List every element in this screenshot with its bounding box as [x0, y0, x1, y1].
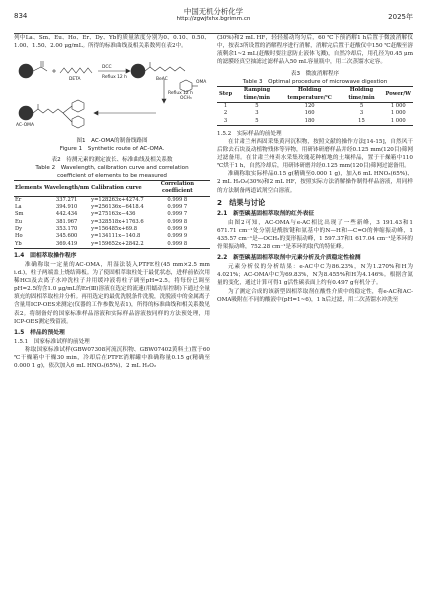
table-cell: 3: [255, 110, 259, 117]
left-column: [14, 34, 210, 370]
table-row: [14, 204, 210, 211]
beac-label: BeAC: [156, 77, 168, 83]
table-row: [14, 233, 210, 240]
section-1-5-2-body-1: 在甘肃兰州西固采集黄河沉积物，按照文献的操作方法[14-15]，自然风干后除去石块及动植物残体等异物，用研钵研磨样品并经0.125 mm(120目)筛网过滤备用。在甘肃兰州卖水采集玫瑰花种植地的土壤样品，置于干燥箱中110 ℃烘干1 h，自然冷却后，用研钵研磨并经0.125 mm(120目)筛网过滤备用。: [217, 138, 413, 170]
section-2-2-body-1: 元素分析仪的分析结果：e-AC中C为86.23%，N为1.270%和H为4.021%；AC-OMA中C为69.83%，N为8.455%和H为4.146%。根据含氮量的变化，通过计算可得1 g活性碳表面上约有0.497 g有机分子。: [217, 264, 413, 287]
issue-year: 2025年: [388, 13, 413, 21]
table-cell: 0.999 9: [167, 233, 188, 240]
table-3-title-en: Table 3 Optimal procedure of microwave digestion: [242, 79, 388, 86]
ac-oma-label: AC-OMA: [16, 123, 34, 129]
journal-url[interactable]: http://zgwjfxhx.bgrimm.cn: [176, 16, 251, 22]
figure-1: [14, 53, 210, 137]
table-cell: 15: [358, 117, 365, 124]
table-cell: 1 000: [390, 102, 406, 109]
table-cell: La: [15, 204, 22, 211]
synthesis-scheme: [14, 53, 210, 137]
table-cell: 1 000: [390, 110, 406, 117]
section-1-5-title: 1.5 样品的预处理: [14, 329, 65, 336]
section-2-2-body-2: 为了测定合成的该新型固相萃取剂在酸性介质中的稳定性，将e-AC和AC-OMA吸附在不同的酸液中(pH=1~6)，1 h后过滤，用二次蒸馏水冲洗至: [217, 288, 413, 303]
table-2-col-wavelength: Wavelength/nm: [44, 184, 90, 191]
table-cell: Er: [15, 196, 22, 203]
digestion-paragraph: (30%)和2 mL HF，轻轻摇动均匀后，60 ℃下预消解1 h后置于微波消解仪中，按表3所设置的消解程序进行消解，消解完后置于赶酸仪中150 ℃赶酸至溶液剩余1~2 mL(赶酸时要注意防止液体飞溅)，自然冷却后，用孔径为0.45 μm的滤膜经真空抽滤过滤样品入50 mL容量瓶中，用二次蒸馏水定容。: [217, 35, 413, 66]
table-2-col-elements: Elements: [15, 184, 43, 191]
table-2-title-cn: 表2 待测元素的测定波长、标准曲线及相关系数: [51, 157, 173, 164]
table-3: [217, 86, 413, 125]
table-3-col-temperature: Holding temperature/℃: [287, 87, 332, 101]
table-cell: 442.434: [55, 211, 78, 218]
dcc-label: DCC: [102, 65, 112, 71]
table-3-col-ramping: Ramping time/min: [243, 87, 271, 101]
reflux-label-2: Reflux 12 h: [168, 91, 193, 97]
section-1-5-2-title: 1.5.2 实际样品的前处理: [217, 130, 282, 137]
right-column: [217, 34, 413, 304]
table-cell: y=134111x−140.8: [91, 233, 141, 240]
table-3-col-power: Power/W: [385, 91, 411, 98]
table-cell: 160: [304, 110, 315, 117]
table-2-col-calibration: Calibration curve: [91, 184, 142, 191]
table-row: [217, 118, 413, 126]
table-row: [14, 196, 210, 204]
table-row: [14, 211, 210, 218]
table-3-col-holding-time: Holding time/min: [348, 87, 375, 101]
table-cell: y=156485x+69.8: [91, 225, 138, 232]
table-row: [14, 241, 210, 249]
table-cell: 0.999 9: [167, 225, 188, 232]
journal-title: 中国无机分析化学: [183, 7, 244, 16]
table-cell: Ho: [15, 233, 23, 240]
table-row: [14, 226, 210, 233]
reflux-label-1: Reflux 12 h: [102, 75, 127, 81]
table-3-col-step: Step: [219, 91, 233, 98]
table-cell: 353.170: [55, 225, 78, 232]
section-2-1-title: 2.1 新型碳基固相萃取剂的红外表征: [217, 210, 315, 217]
table-row: [217, 110, 413, 117]
och3-label: OCH₃: [180, 96, 192, 102]
table-cell: 1: [223, 102, 228, 109]
table-cell: 3: [223, 117, 228, 124]
table-cell: Sm: [15, 211, 24, 218]
table-cell: 0.999 8: [167, 196, 188, 203]
table-cell: 1 000: [390, 117, 406, 124]
table-cell: 5: [255, 102, 259, 109]
figure-1-caption-cn: 图1 AC-OMA的制备线路图: [76, 138, 148, 145]
beac-carbon-icon: [131, 64, 145, 78]
table-cell: 337.271: [55, 196, 78, 203]
section-1-5-1-title: 1.5.1 国家标准试样的前处理: [14, 338, 90, 345]
section-2-1-body: 由图2可知，AC-OMA与e-AC相比出现了一些新峰，3 191.43和1 671.71 cm⁻¹处分别是酰胺键和氨基中的N—H和—C=O的伸缩振动峰，1 435.57 cm⁻¹是—OCH₃的变形振动峰，1 597.37和1 617.04 cm⁻¹是苯环的骨架振动峰，752.28 cm⁻¹是苯环的取代的特征峰。: [217, 219, 413, 251]
section-1-4-title: 1.4 固相萃取操作程序: [14, 252, 77, 259]
deta-label: DETA: [69, 77, 81, 83]
table-row: [14, 219, 210, 226]
table-3-title-cn: 表3 微波消解程序: [290, 71, 340, 78]
section-1-4-body: 准确称取一定量的AC-OMA，用湿法装入PTFE柱(45 mm×2.5 mm i.d.)，柱子两端盖上烧结筛板。为了使固相萃取柱处于最优状态，进样前依次用稀HCl及去离子水冲洗柱子并用缓冲液将柱子调至pH=2.5。将每份已调至pH=2.5的含1.0 μg/mL的Er(Ⅲ)溶液在选定的流速(用蠕动泵控制)下通过全量填充的固相萃取柱并分析。再用选定的最优洗脱条件洗脱，洗脱液中的金属离子含量用ICP-OES来测定(仪器的工作参数见表1)，所得的标准曲线和相关系数见表2。将制备好的国家标准样品溶液和实际样品溶液按同样的方法预处理，用ICP-OES测定残留液。: [14, 261, 210, 325]
table-cell: Yb: [15, 240, 22, 247]
table-cell: 5: [255, 117, 259, 124]
table-cell: Eu: [15, 218, 23, 225]
table-2-col-correlation: Correlation coefficient: [160, 181, 194, 195]
figure-1-caption-en: Figure 1 Synthetic route of AC-OMA.: [59, 146, 165, 153]
intro-paragraph: 列中La、Sm、Eu、Ho、Er、Dy、Yb的质量浓度分别为0、0.10、0.50、1.00、1.50、2.00 μg/mL。所得的标准曲线及相关系数列在表2中。: [14, 35, 210, 50]
table-cell: y=128263x+4274.7: [91, 196, 144, 203]
table-cell: 3: [359, 110, 364, 117]
oma-label: OMA: [196, 80, 207, 86]
table-cell: 2: [223, 110, 228, 117]
table-cell: 369.419: [55, 240, 78, 247]
table-cell: y=275163x−436: [91, 211, 136, 218]
table-cell: 120: [304, 102, 315, 109]
section-1-5-1-body: 称取国家标准试样(GBW07308河流沉积物、GBW07402黄料土)置于60 ℃干燥箱中干燥30 min，冷却后在PTFE消解罐中准确称量0.15 g(精确至0.000 1 g)，依次加入6 mL HNO₃(65%)、2 mL H₂O₂: [14, 346, 210, 370]
table-cell: 0.999 7: [167, 211, 188, 218]
table-cell: 0.999 8: [167, 240, 188, 247]
section-2-2-title: 2.2 新型碳基固相萃取剂中元素分析及介质稳定性检测: [217, 255, 361, 262]
table-cell: y=159652x+2842.2: [91, 240, 144, 247]
table-cell: 394.910: [55, 204, 78, 211]
activated-carbon-icon: [19, 64, 33, 78]
table-cell: 180: [304, 117, 315, 124]
table-2-title-en-1: Table 2 Wavelength, calibration curve and correlation: [35, 165, 189, 172]
table-2-title-en-2: coefficient of elements to be measured: [57, 173, 167, 180]
table-cell: 381.967: [55, 218, 78, 225]
table-2: [14, 180, 210, 249]
table-cell: 345.600: [55, 233, 78, 240]
section-2-title: 2 结果与讨论: [217, 197, 266, 207]
table-2-header-row: [14, 181, 210, 197]
section-1-5-2-body-2: 准确称取实际样品0.15 g(精确至0.000 1 g)，加入6 mL HNO₃(65%)、2 mL H₂O₂(30%)和2 mL HF，按照实际方法消解操作制得样品溶液，用同样的方法制备两道试剂空白溶液。: [217, 171, 413, 194]
product-carbon-icon: [19, 106, 33, 120]
table-3-header-row: [217, 87, 413, 103]
table-cell: y=256136x−6418.4: [91, 204, 144, 211]
table-cell: 0.999 8: [167, 218, 188, 225]
page-number: 834: [14, 12, 28, 20]
table-cell: y=328518x+1763.6: [91, 218, 144, 225]
table-cell: 5: [359, 102, 364, 109]
table-row: [217, 102, 413, 110]
table-cell: 0.999 7: [167, 204, 188, 211]
table-cell: Dy: [15, 225, 23, 232]
